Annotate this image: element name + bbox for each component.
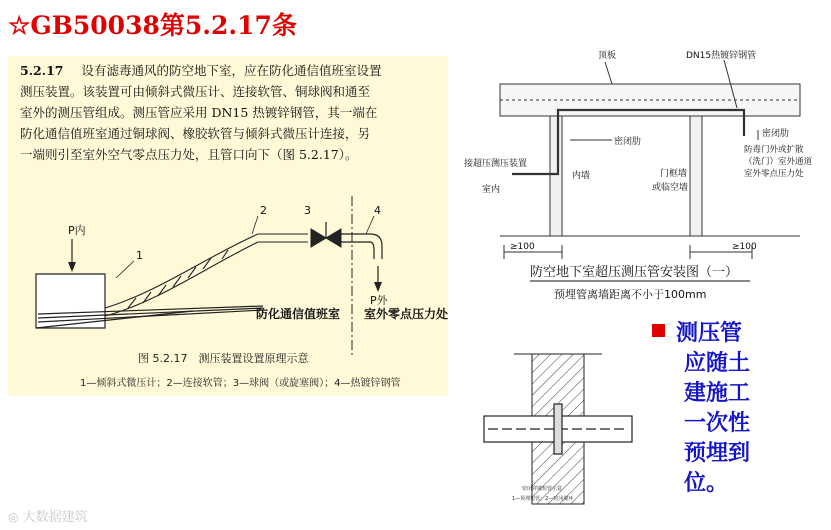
note-line-3: 建施工 xyxy=(684,381,751,406)
note-line-1: 测压管 xyxy=(676,321,743,346)
door-frame-wall xyxy=(690,116,702,236)
clause-line-4: 防化通信值班室通过铜球阀、橡胶软管与倾斜式微压计连接，另 xyxy=(20,126,371,141)
dim-right: ≥100 xyxy=(732,242,757,252)
galvanized-pipe xyxy=(341,234,382,259)
fig3-legend: 1—预埋短管；2—密闭翼环 xyxy=(512,496,574,502)
seal-left-label: 密闭肋 xyxy=(614,137,642,147)
clause-number: 5.2.17 xyxy=(20,63,64,78)
pipe-spec-label: DN15热镀锌钢管 xyxy=(686,51,757,61)
clause-line-5: 一端则引至室外空气零点压力处，且管口向下（图 5.2.17）。 xyxy=(20,147,358,162)
seal-right-label: 密闭肋 xyxy=(762,129,790,139)
watermark-icon: ◎ xyxy=(8,510,19,524)
note-line-5: 预埋到 xyxy=(684,441,751,466)
outside-label: 室外零点压力处 xyxy=(364,307,448,321)
wall-pipe-drawing xyxy=(474,340,642,522)
clause-panel xyxy=(8,56,448,396)
clause-line-1: 5.2.17 设有滤毒通风的防空地下室，应在防化通信值班室设置 xyxy=(20,63,382,78)
callout-3: 3 xyxy=(304,204,311,217)
right-note-2: （洗门）室外通道 xyxy=(744,157,813,167)
clause-line-2: 测压装置。该装置可由倾斜式微压计、连接软管、铜球阀和通至 xyxy=(20,84,371,99)
fig1-legend: 1—倾斜式微压计；2—连接软管；3—球阀（或旋塞阀）；4—热镀锌钢管 xyxy=(80,378,401,389)
principle-diagram xyxy=(8,56,448,396)
p-out-arrow xyxy=(374,266,382,292)
short-pipe xyxy=(484,404,632,454)
door-frame-label-2: 或临空墙 xyxy=(652,183,689,193)
note-line-6: 位。 xyxy=(684,471,729,496)
roof-label: 顶板 xyxy=(598,51,617,61)
room-label: 防化通信值班室 xyxy=(256,307,341,321)
dim-left: ≥100 xyxy=(510,242,535,252)
callout-4: 4 xyxy=(374,204,381,217)
fig1-caption: 图 5.2.17 测压装置设置原理示意 xyxy=(138,352,309,365)
left-wall xyxy=(550,116,562,236)
inclined-manometer xyxy=(36,274,263,328)
device-label: 接超压测压装置 xyxy=(464,159,528,169)
p-out-label: P外 xyxy=(370,294,388,307)
ball-valve xyxy=(311,222,341,247)
p-in-label: P内 xyxy=(68,224,86,237)
p-in-arrow xyxy=(68,239,76,272)
slide-title: ☆GB50038第5.2.17条 xyxy=(8,11,297,40)
fig2-caption: 防空地下室超压测压管安装图（一） xyxy=(530,265,739,280)
fig3-caption: 密闭穿墙短管示意 xyxy=(522,486,563,492)
fig2-subcaption: 预埋管离墙距离不小于100mm xyxy=(554,288,707,301)
callout-1: 1 xyxy=(136,249,143,262)
bullet-square xyxy=(652,324,665,337)
room-inside-label: 室内 xyxy=(482,185,501,195)
door-frame-label-1: 门框墙 xyxy=(660,169,688,179)
inner-wall-label: 内墙 xyxy=(572,171,591,181)
right-note-1: 防毒门外或扩散 xyxy=(744,145,804,155)
right-note-3: 室外零点压力处 xyxy=(744,169,804,179)
connecting-hose xyxy=(105,234,308,316)
callout-2: 2 xyxy=(260,204,267,217)
watermark: ◎ 大数据建筑 xyxy=(8,510,88,525)
note-line-4: 一次性 xyxy=(684,411,751,436)
installation-drawing xyxy=(462,40,827,310)
clause-line-3: 室外的测压管组成。测压管应采用 DN15 热镀锌钢管，其一端在 xyxy=(20,105,378,120)
note-line-2: 应随土 xyxy=(684,351,751,376)
